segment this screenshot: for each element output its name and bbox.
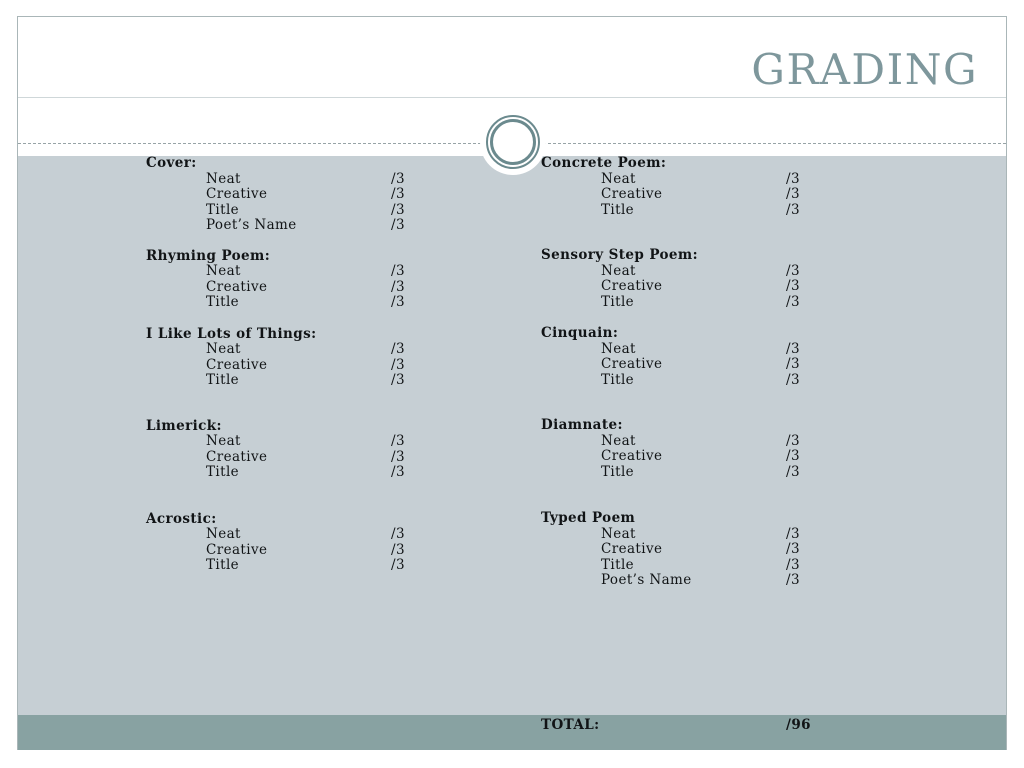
- grading-column-right: [541, 156, 886, 589]
- item-score: /3: [786, 170, 800, 187]
- item-label: Neat: [206, 526, 241, 542]
- item-label: Creative: [206, 278, 268, 295]
- item-score: /3: [786, 432, 800, 449]
- grading-section: [541, 156, 886, 218]
- item-label: Title: [601, 463, 635, 480]
- item-score: /3: [391, 294, 405, 310]
- grading-section: [146, 156, 491, 234]
- item-label: Title: [206, 294, 240, 310]
- section-heading: Diamnate:: [541, 417, 623, 433]
- grading-section: [541, 418, 886, 480]
- item-label: Title: [601, 293, 635, 310]
- section-heading: I Like Lots of Things:: [146, 325, 317, 342]
- item-label: Neat: [601, 262, 636, 279]
- item-score: /3: [391, 217, 405, 233]
- item-label: Neat: [601, 432, 636, 449]
- rubric-item-row: [541, 172, 886, 188]
- rubric-item-row: [146, 342, 491, 358]
- rubric-item-row: [146, 527, 491, 543]
- item-label: Creative: [601, 186, 663, 202]
- section-heading: Acrostic:: [146, 510, 217, 527]
- item-label: Creative: [601, 356, 663, 372]
- item-score: /3: [786, 525, 800, 542]
- item-score: /3: [391, 201, 405, 218]
- rubric-item-row: [541, 264, 886, 280]
- item-label: Creative: [601, 448, 663, 464]
- rubric-item-row: [146, 218, 491, 234]
- item-score: /3: [391, 557, 405, 573]
- item-label: Neat: [601, 170, 636, 187]
- item-score: /3: [786, 262, 800, 279]
- item-score: /3: [391, 464, 405, 480]
- item-score: /3: [391, 341, 405, 357]
- section-heading: Concrete Poem:: [541, 155, 667, 171]
- item-score: /3: [786, 448, 800, 464]
- item-label: Title: [206, 372, 240, 388]
- section-heading: Typed Poem: [541, 510, 636, 526]
- rubric-item-row: [541, 187, 886, 203]
- item-score: /3: [786, 371, 800, 388]
- item-score: /3: [391, 170, 405, 187]
- rubric-item-row: [541, 279, 886, 295]
- item-label: Neat: [601, 340, 636, 357]
- item-score: /3: [391, 433, 405, 449]
- grading-section: [541, 511, 886, 589]
- item-score: /3: [786, 572, 800, 588]
- rubric-item-row: [146, 187, 491, 203]
- grading-column-left: [146, 156, 491, 574]
- item-label: Creative: [206, 356, 268, 373]
- circle-ornament-inner-ring: [490, 119, 536, 165]
- item-label: Creative: [206, 186, 268, 202]
- rubric-item-row: [146, 558, 491, 574]
- rubric-item-row: [541, 558, 886, 574]
- item-score: /3: [786, 356, 800, 372]
- item-score: /3: [391, 186, 405, 202]
- item-score: /3: [391, 263, 405, 279]
- item-label: Creative: [206, 448, 268, 465]
- item-label: Title: [601, 371, 635, 388]
- rubric-item-row: [541, 542, 886, 558]
- rubric-item-row: [146, 203, 491, 219]
- rubric-item-row: [541, 449, 886, 465]
- section-heading: Cinquain:: [541, 325, 619, 341]
- rubric-item-row: [541, 357, 886, 373]
- rubric-item-row: [541, 203, 886, 219]
- rubric-item-row: [146, 373, 491, 389]
- total-score: /96: [786, 717, 811, 733]
- item-label: Title: [206, 464, 240, 480]
- item-label: Title: [206, 201, 240, 218]
- item-score: /3: [786, 293, 800, 310]
- item-label: Title: [206, 557, 240, 573]
- section-heading: Cover:: [146, 155, 197, 171]
- item-label: Poet’s Name: [601, 572, 692, 588]
- total-row: [541, 718, 886, 734]
- item-label: Neat: [601, 525, 636, 542]
- grading-section: [541, 248, 886, 310]
- rubric-item-row: [541, 527, 886, 543]
- rubric-item-row: [146, 172, 491, 188]
- item-score: /3: [391, 448, 405, 465]
- grading-section: [146, 249, 491, 311]
- section-heading: Sensory Step Poem:: [541, 247, 698, 263]
- grading-section: [541, 326, 886, 388]
- title-underline-rule: [18, 97, 1006, 98]
- item-score: /3: [391, 278, 405, 295]
- rubric-item-row: [541, 342, 886, 358]
- item-score: /3: [786, 556, 800, 573]
- item-score: /3: [391, 356, 405, 373]
- item-label: Creative: [601, 541, 663, 557]
- grading-section: [146, 327, 491, 389]
- item-score: /3: [786, 340, 800, 357]
- total-label: TOTAL:: [541, 717, 600, 733]
- grading-section: [146, 419, 491, 481]
- rubric-item-row: [146, 280, 491, 296]
- section-heading: Limerick:: [146, 417, 222, 434]
- grading-section: [146, 512, 491, 574]
- rubric-item-row: [541, 373, 886, 389]
- rubric-item-row: [541, 465, 886, 481]
- item-score: /3: [786, 463, 800, 480]
- item-label: Neat: [206, 170, 241, 187]
- rubric-item-row: [541, 434, 886, 450]
- item-label: Creative: [601, 278, 663, 294]
- item-label: Neat: [206, 433, 241, 449]
- rubric-item-row: [146, 264, 491, 280]
- item-label: Title: [601, 556, 635, 573]
- item-score: /3: [786, 541, 800, 557]
- slide-title: GRADING: [751, 45, 978, 94]
- item-label: Neat: [206, 341, 241, 357]
- rubric-item-row: [146, 358, 491, 374]
- item-score: /3: [391, 541, 405, 558]
- item-score: /3: [786, 201, 800, 218]
- item-score: /3: [786, 186, 800, 202]
- presentation-slide: [17, 16, 1007, 750]
- item-label: Creative: [206, 541, 268, 558]
- rubric-item-row: [146, 450, 491, 466]
- item-score: /3: [391, 372, 405, 388]
- circle-ornament-icon: [486, 115, 540, 169]
- rubric-item-row: [146, 295, 491, 311]
- item-score: /3: [391, 526, 405, 542]
- rubric-item-row: [146, 465, 491, 481]
- section-heading: Rhyming Poem:: [146, 247, 271, 264]
- item-score: /3: [786, 278, 800, 294]
- item-label: Neat: [206, 263, 241, 279]
- item-label: Title: [601, 201, 635, 218]
- rubric-item-row: [541, 573, 886, 589]
- rubric-item-row: [146, 543, 491, 559]
- rubric-item-row: [541, 295, 886, 311]
- rubric-item-row: [146, 434, 491, 450]
- item-label: Poet’s Name: [206, 217, 297, 233]
